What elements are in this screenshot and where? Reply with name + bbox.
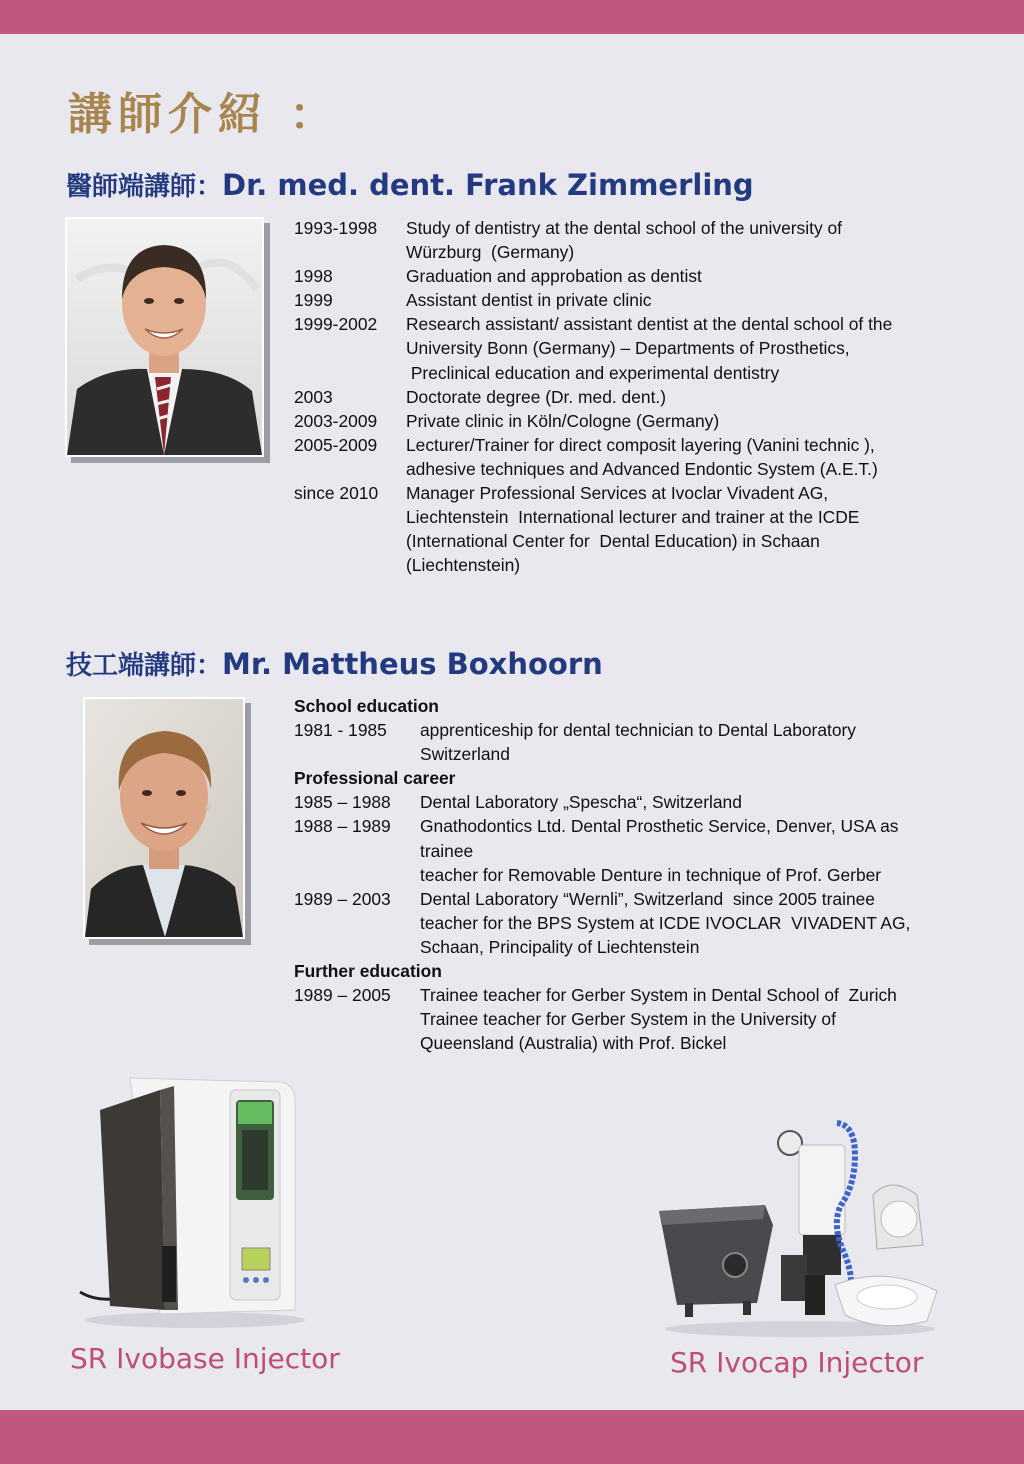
cv-entry — [294, 288, 892, 312]
cv-line: Liechtenstein International lecturer and trainer at the ICDE — [406, 507, 860, 528]
bottom-band — [0, 1410, 1024, 1464]
cv-line: teacher for the BPS System at ICDE IVOCLAR VIVADENT AG, — [420, 912, 911, 933]
cv-description — [406, 433, 892, 481]
cv-entry — [294, 983, 910, 1055]
cv-entry — [294, 409, 892, 433]
cv-description — [406, 288, 892, 312]
cv-description — [406, 385, 892, 409]
doctor-label: 醫師端講師： — [66, 172, 223, 202]
cv-line: (International Center for Dental Education) in Schaan — [406, 531, 820, 552]
cv-year: 1985 – 1988 — [294, 792, 391, 813]
cv-description — [420, 983, 910, 1055]
further-education-list — [294, 983, 910, 1055]
ivobase-injector-image — [70, 1070, 320, 1330]
cv-entry — [294, 312, 892, 384]
cv-line: apprenticeship for dental technician to Dental Laboratory — [420, 720, 857, 741]
doctor-photo — [65, 217, 264, 457]
cv-entry — [294, 264, 892, 288]
page-title: 講師介紹 ： — [68, 89, 340, 140]
cv-year: 1989 – 2003 — [294, 888, 391, 909]
cv-line: Switzerland — [420, 744, 510, 765]
cv-description — [406, 216, 892, 264]
cv-line: (Liechtenstein) — [406, 555, 521, 576]
cv-line: Trainee teacher for Gerber System in Dental School of Zurich — [420, 985, 897, 1006]
cv-entry — [294, 790, 910, 814]
cv-entry — [294, 385, 892, 409]
cv-line: Dental Laboratory “Wernli”, Switzerland since 2005 trainee — [420, 888, 875, 909]
cv-year: 1988 – 1989 — [294, 816, 391, 837]
cv-entry — [294, 718, 910, 766]
cv-entry — [294, 481, 892, 577]
technician-heading — [66, 645, 603, 682]
cv-year: 1999 — [294, 290, 333, 311]
cv-description — [420, 814, 910, 886]
technician-name: Mr. Mattheus Boxhoorn — [222, 647, 603, 681]
cv-description — [420, 718, 910, 766]
cv-line: Study of dentistry at the dental school of the university of — [406, 218, 842, 238]
technician-cv — [294, 694, 910, 1055]
cv-entry — [294, 216, 892, 264]
cv-line: Würzburg (Germany) — [406, 242, 575, 263]
cv-line: Graduation and approbation as dentist — [406, 266, 702, 287]
cv-line: Assistant dentist in private clinic — [406, 290, 652, 311]
cv-year: 2003-2009 — [294, 410, 378, 431]
cv-entry — [294, 887, 910, 959]
cv-year: 1989 – 2005 — [294, 985, 391, 1006]
cv-line: University Bonn (Germany) – Departments of Prosthetics, — [406, 338, 850, 359]
cv-line: adhesive techniques and Advanced Endontic System (A.E.T.) — [406, 458, 878, 479]
cv-year: 2005-2009 — [294, 434, 378, 455]
cv-year: 1993-1998 — [294, 218, 378, 238]
cv-year: 1981 - 1985 — [294, 720, 387, 741]
ivocap-injector-image — [655, 1115, 940, 1340]
cv-line: Schaan, Principality of Liechtenstein — [420, 936, 700, 957]
doctor-cv — [294, 216, 892, 577]
cv-year: 1999-2002 — [294, 314, 378, 335]
cv-line: Lecturer/Trainer for direct composit layering (Vanini technic ), — [406, 434, 875, 455]
cv-description — [406, 264, 892, 288]
doctor-heading — [66, 166, 754, 203]
further-education-heading: Further education — [294, 961, 442, 982]
ivocap-injector-label: SR Ivocap Injector — [670, 1346, 924, 1379]
cv-description — [406, 481, 892, 577]
cv-description — [420, 790, 910, 814]
top-band — [0, 0, 1024, 34]
cv-year: 1998 — [294, 266, 333, 287]
cv-line: teacher for Removable Denture in technique of Prof. Gerber — [420, 864, 882, 885]
cv-line: Research assistant/ assistant dentist at the dental school of the — [406, 314, 893, 335]
technician-photo — [83, 697, 245, 939]
cv-line: trainee — [420, 840, 474, 861]
doctor-name: Dr. med. dent. Frank Zimmerling — [222, 168, 754, 202]
cv-line: Trainee teacher for Gerber System in the University of — [420, 1009, 836, 1030]
cv-line: Private clinic in Köln/Cologne (Germany) — [406, 410, 720, 431]
cv-line: Manager Professional Services at Ivoclar Vivadent AG, — [406, 483, 829, 504]
cv-line: Doctorate degree (Dr. med. dent.) — [406, 386, 667, 407]
school-education-heading: School education — [294, 696, 439, 716]
cv-description — [406, 312, 892, 384]
cv-line: Gnathodontics Ltd. Dental Prosthetic Service, Denver, USA as — [420, 816, 899, 837]
cv-line: Queensland (Australia) with Prof. Bickel — [420, 1033, 727, 1054]
cv-entry — [294, 433, 892, 481]
cv-year: 2003 — [294, 386, 333, 407]
cv-year: since 2010 — [294, 483, 379, 504]
cv-line: Preclinical education and experimental dentistry — [406, 362, 780, 383]
ivobase-injector-label: SR Ivobase Injector — [70, 1342, 340, 1375]
technician-label: 技工端講師： — [66, 651, 223, 681]
professional-career-list — [294, 790, 910, 959]
cv-entry — [294, 814, 910, 886]
school-education-list — [294, 718, 910, 766]
professional-career-heading: Professional career — [294, 768, 456, 789]
cv-description — [406, 409, 892, 433]
cv-description — [420, 887, 910, 959]
cv-line: Dental Laboratory „Spescha“, Switzerland — [420, 792, 742, 813]
